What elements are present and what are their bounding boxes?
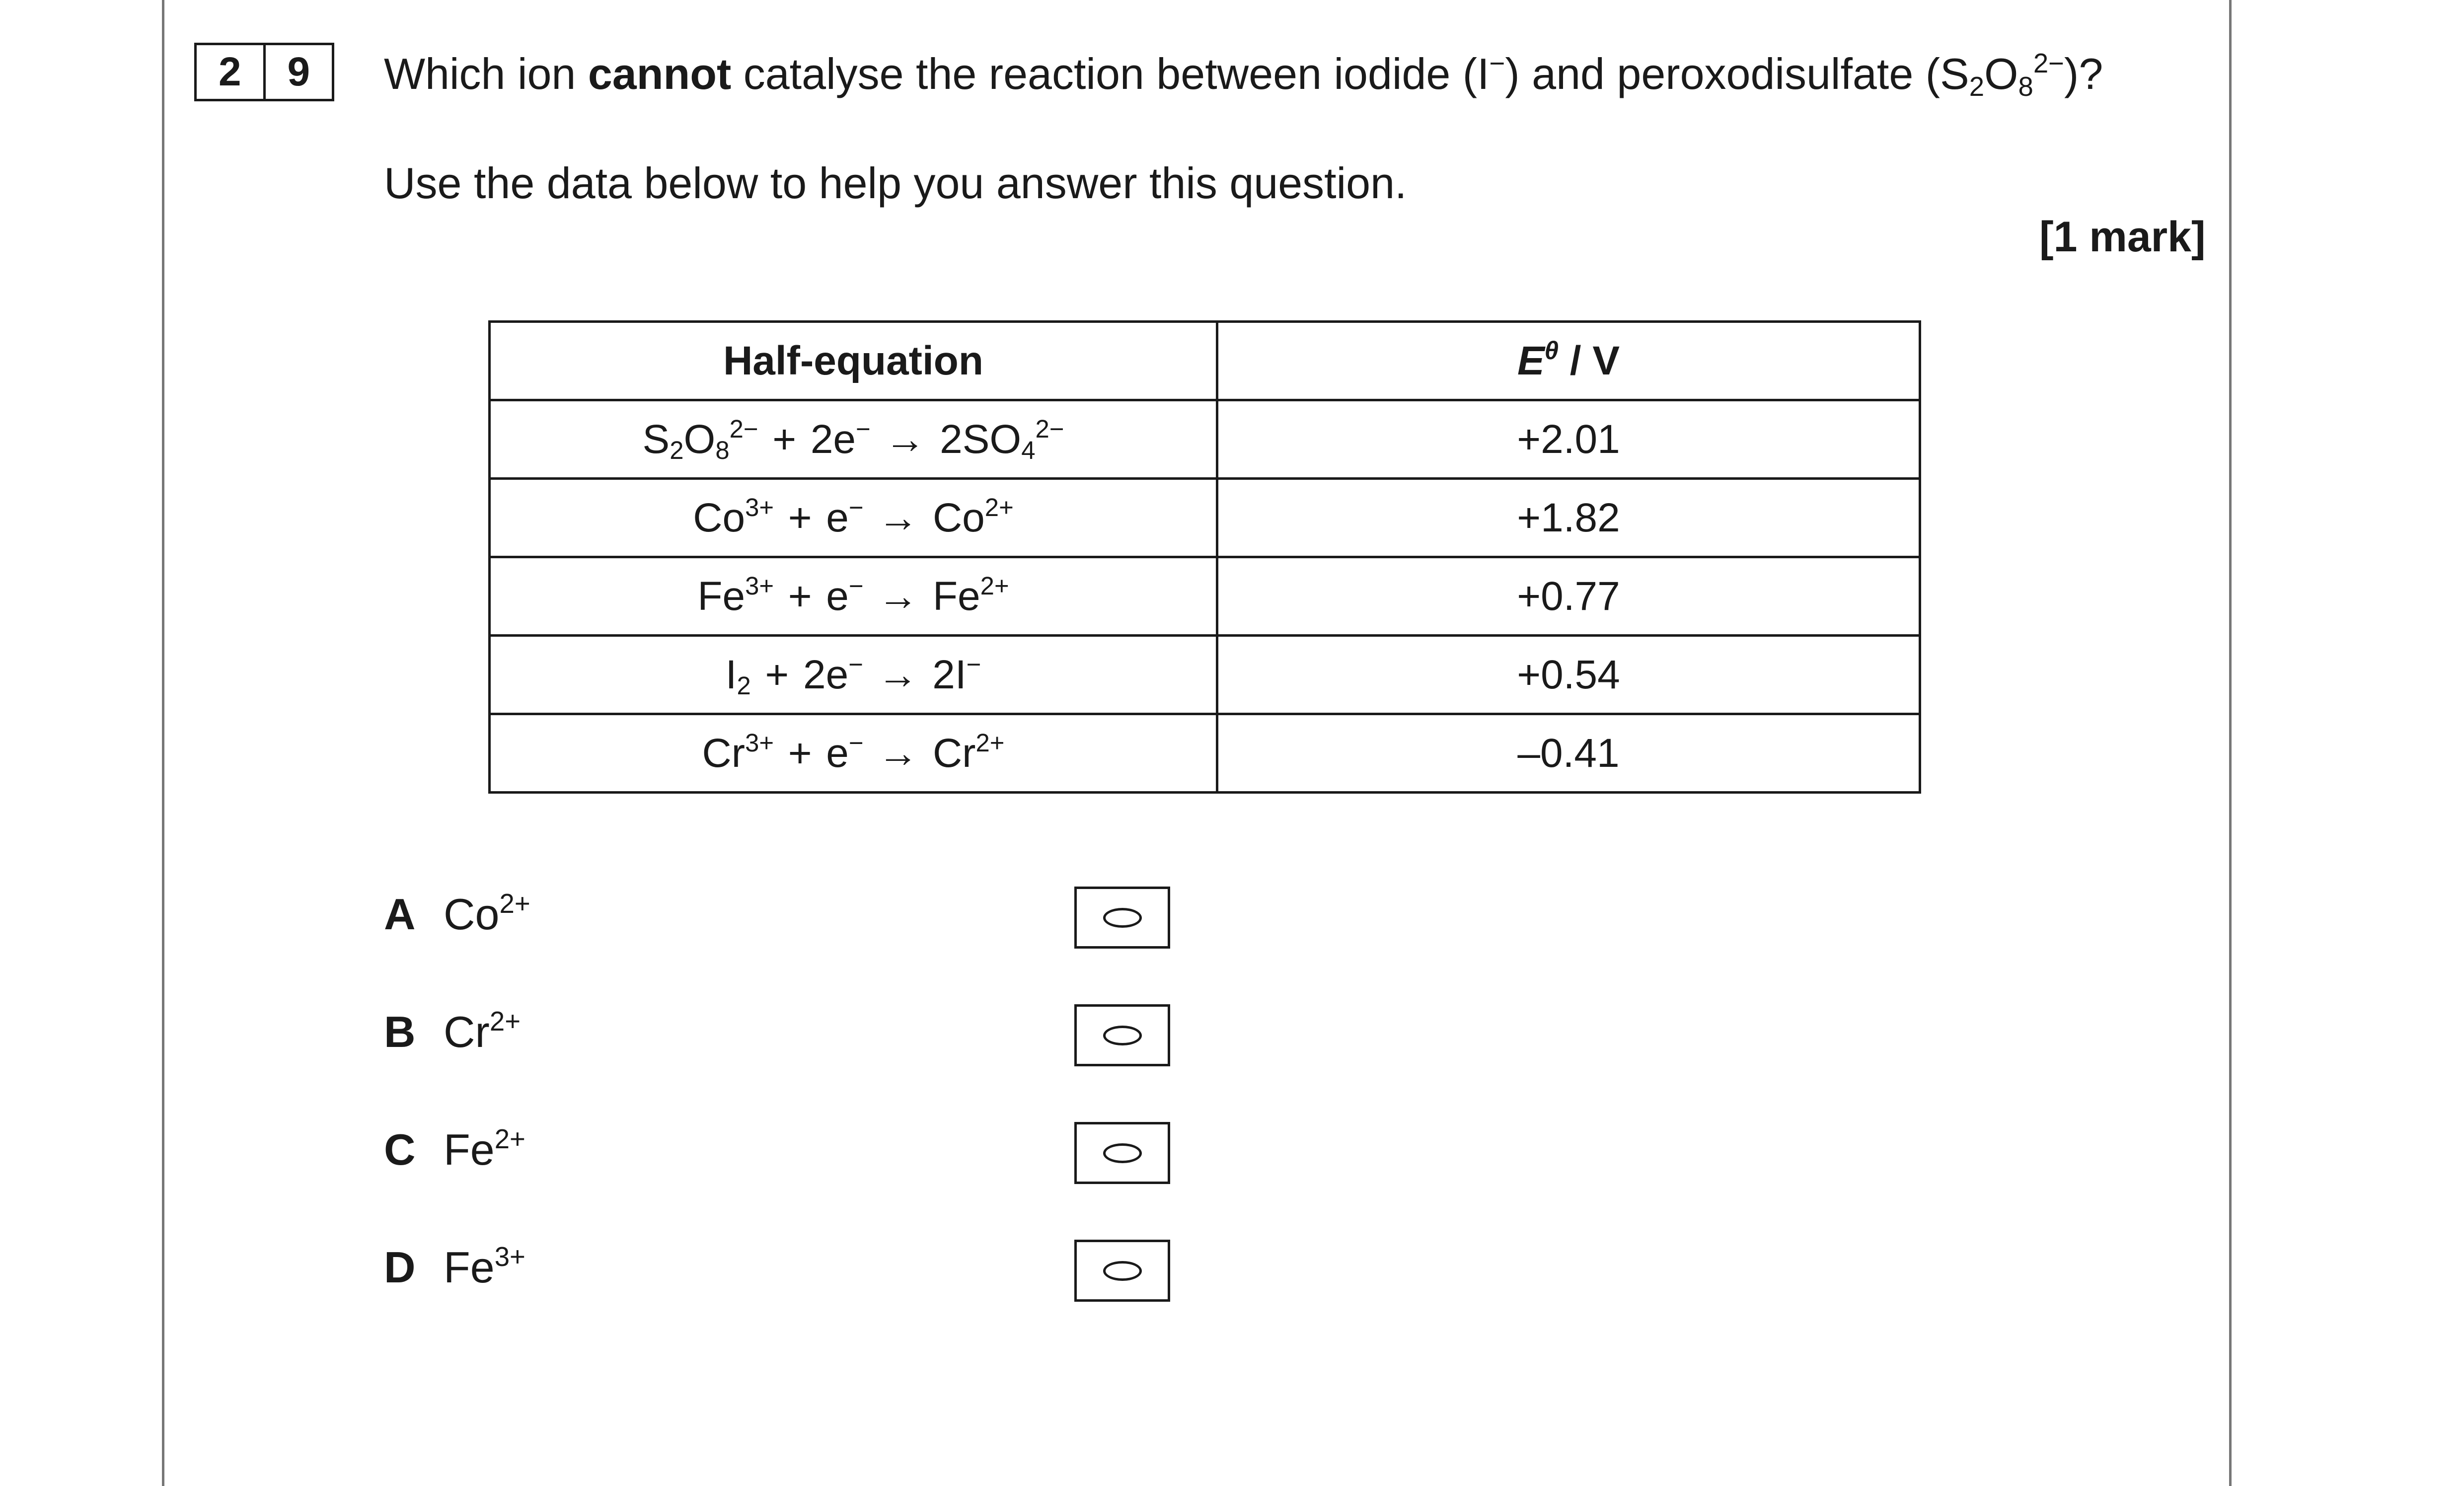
option-c-answer-box[interactable] (1074, 1122, 1170, 1184)
electrode-potential-table (488, 320, 1921, 794)
option-letter: C (384, 1125, 416, 1174)
question-number-box (194, 43, 334, 101)
table-header-row (490, 322, 1920, 400)
option-letter: A (384, 890, 416, 939)
table-row (490, 636, 1920, 714)
question-stem: Which ion cannot catalyse the reaction between iodide (I−) and peroxodisulfate $(S_2O_8^{2-})$? (384, 48, 2103, 102)
half-equation-cell: $I_2 + 2e^- \to 2I^-$ (490, 636, 1217, 714)
table-row (490, 479, 1920, 557)
half-equation-cell: $Fe^{3+} + e^- \to Fe^{2+}$ (490, 557, 1217, 636)
option-letter: B (384, 1007, 416, 1056)
header-electrode-potential: $E^\theta$ / V (1217, 322, 1920, 400)
table-row (490, 400, 1920, 479)
answer-oval-icon (1103, 1143, 1142, 1163)
option-a-answer-box[interactable] (1074, 887, 1170, 949)
potential-value-cell: +1.82 (1217, 479, 1920, 557)
header-half-equation: Half-equation (490, 322, 1217, 400)
question-number-digit: 2 (218, 49, 241, 94)
option-d-answer-box[interactable] (1074, 1240, 1170, 1302)
half-equation-cell: $Co^{3+} + e^- \to Co^{2+}$ (490, 479, 1217, 557)
marks-label: [1 mark] (2039, 213, 2206, 261)
answer-oval-icon (1103, 1026, 1142, 1045)
answer-oval-icon (1103, 908, 1142, 928)
answer-oval-icon (1103, 1261, 1142, 1281)
option-d: D $Fe^{3+}$ (384, 1242, 525, 1292)
potential-value-cell: +0.77 (1217, 557, 1920, 636)
half-equation-cell: $Cr^{3+} + e^- \to Cr^{2+}$ (490, 714, 1217, 793)
half-equation-cell: $S_2O_8^{2-} + 2e^- \to 2SO_4^{2-}$ (490, 400, 1217, 479)
option-b-answer-box[interactable] (1074, 1004, 1170, 1066)
potential-value-cell: +0.54 (1217, 636, 1920, 714)
option-c: C $Fe^{2+}$ (384, 1124, 525, 1174)
option-a: A $Co^{2+}$ (384, 889, 530, 939)
right-margin-line (2229, 0, 2232, 1486)
table-row (490, 557, 1920, 636)
question-instruction: Use the data below to help you answer this question. (384, 158, 1407, 208)
question-number-digit: 9 (263, 45, 332, 99)
emphasis-cannot: cannot (588, 49, 732, 98)
table-row (490, 714, 1920, 793)
potential-value-cell: –0.41 (1217, 714, 1920, 793)
potential-value-cell: +2.01 (1217, 400, 1920, 479)
option-letter: D (384, 1243, 416, 1292)
left-margin-line (162, 0, 164, 1486)
option-b: B $Cr^{2+}$ (384, 1006, 521, 1056)
